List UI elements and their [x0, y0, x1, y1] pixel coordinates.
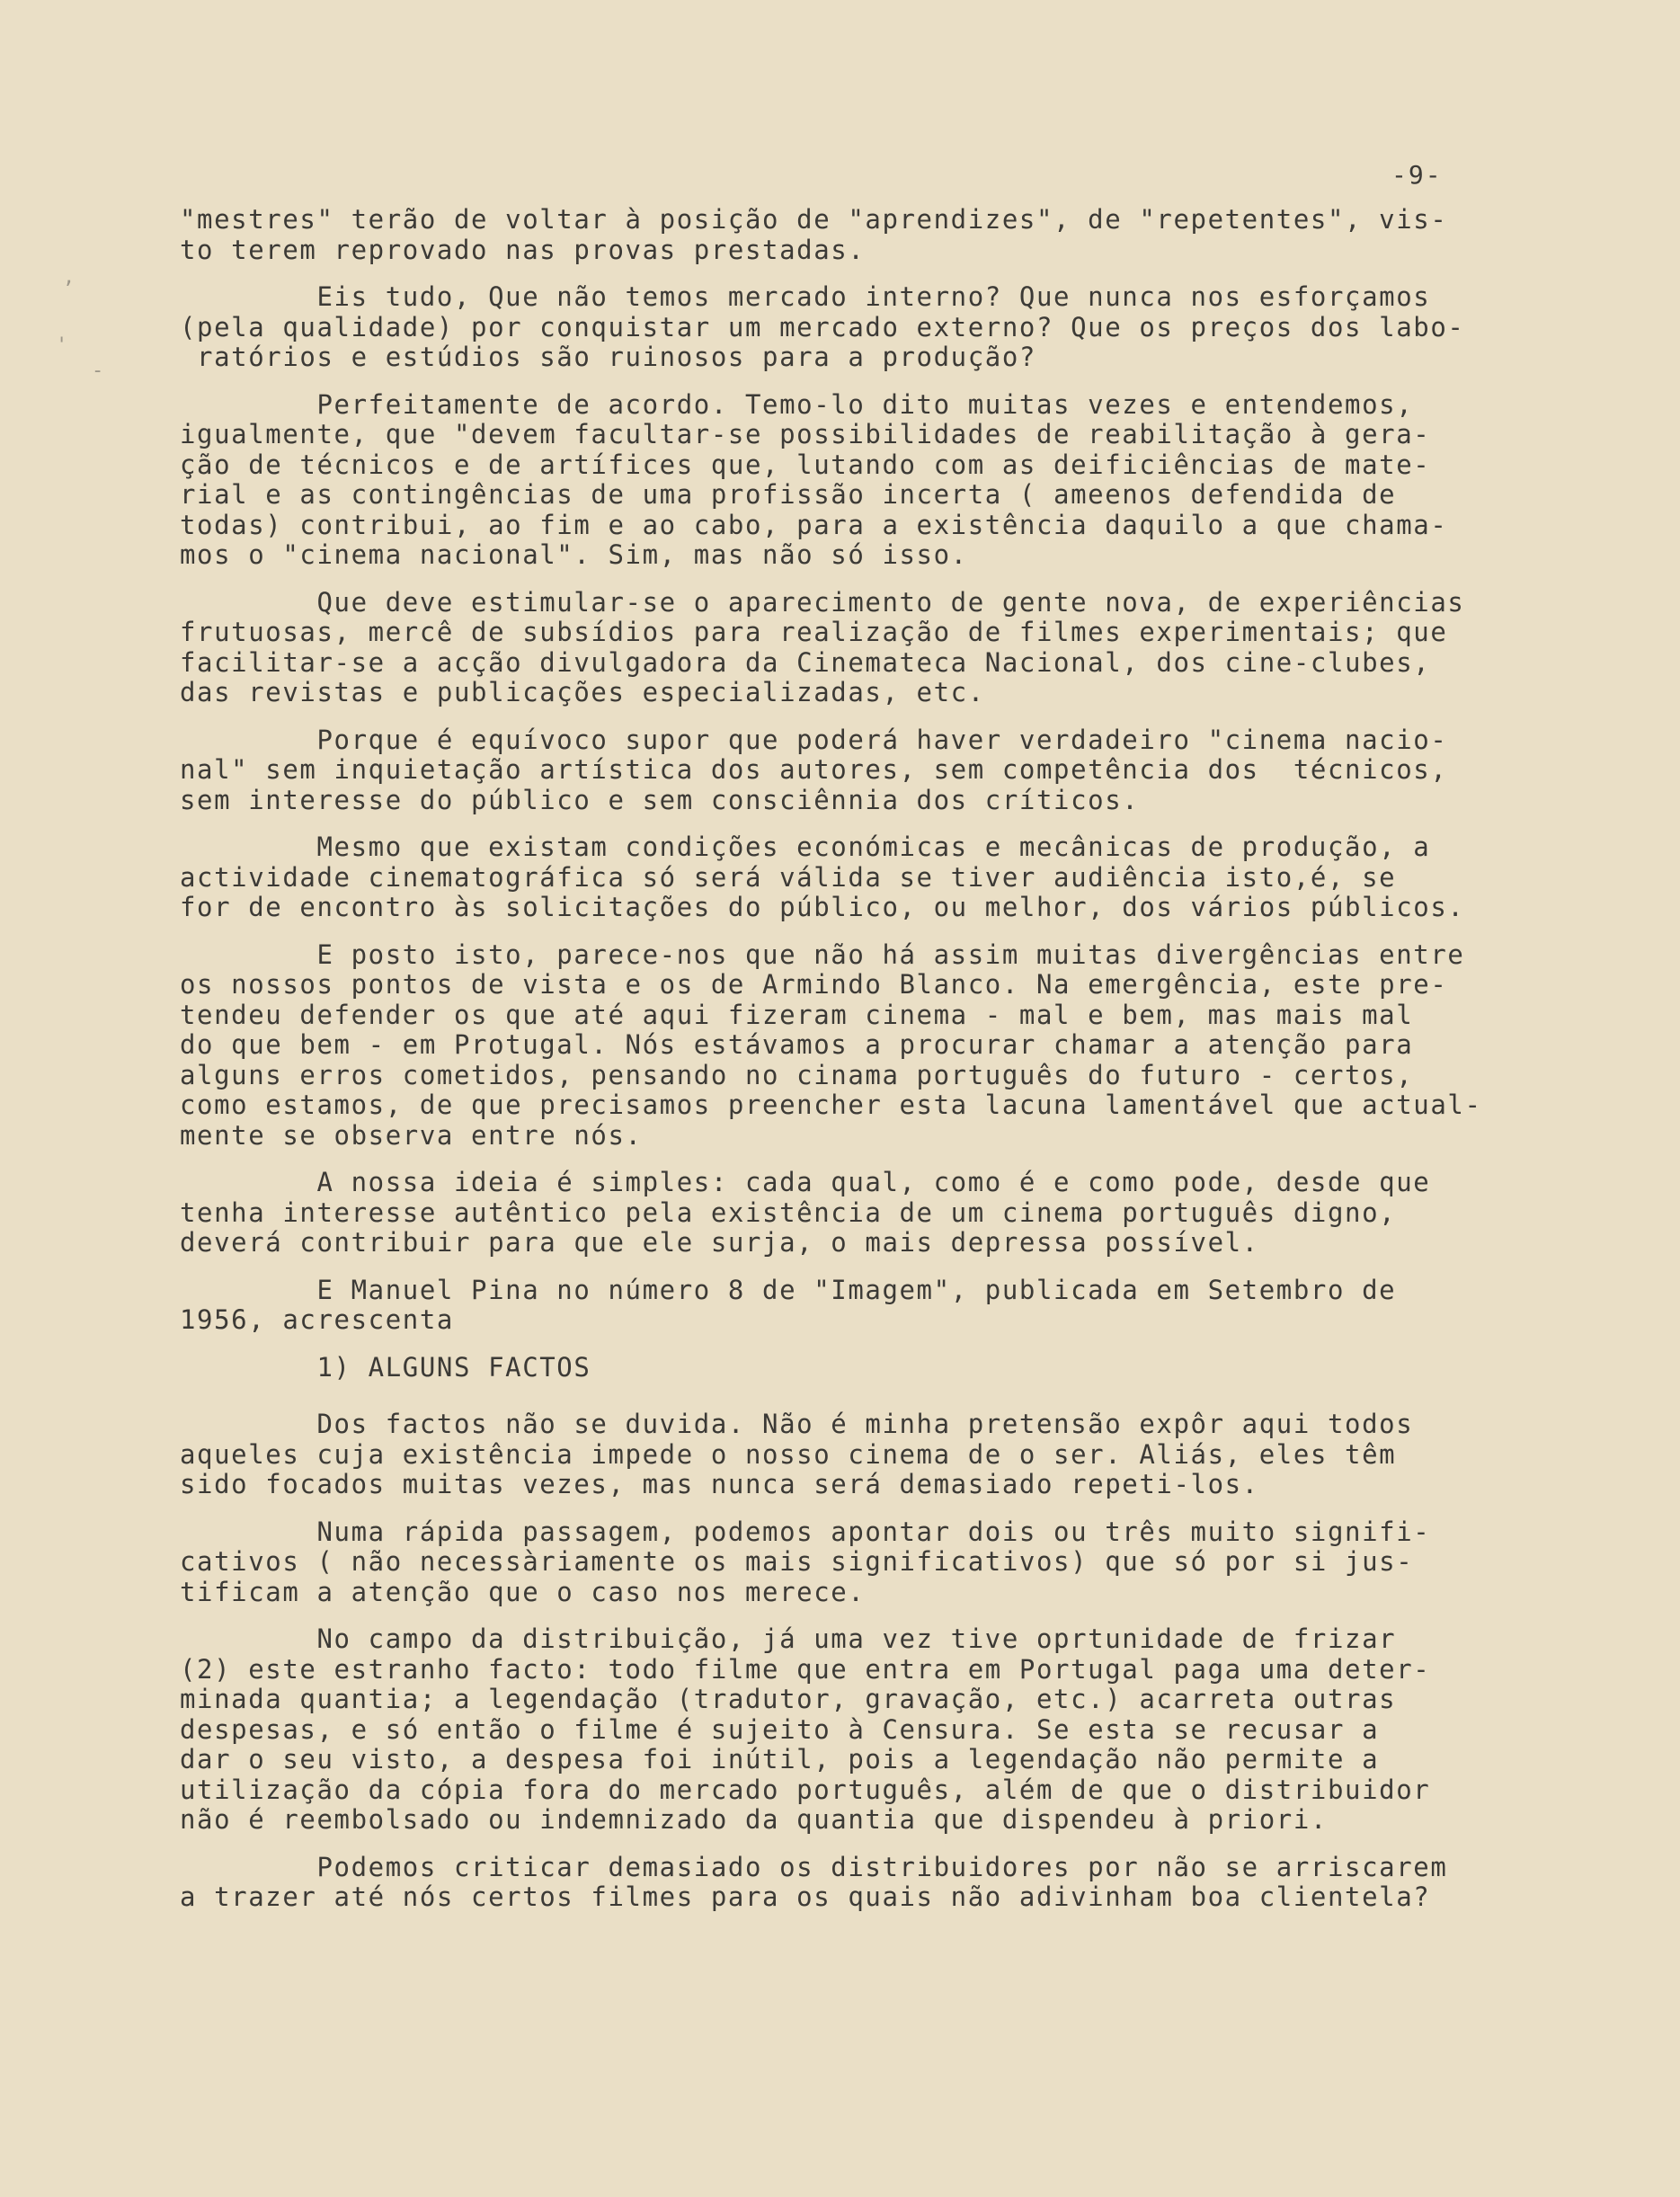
- text-line: Porque é equívoco supor que poderá haver verdadeiro "cinema nacio-: [180, 724, 1448, 755]
- text-line: rial e as contingências de uma profissão incerta ( ameenos defendida de: [180, 479, 1397, 510]
- paragraph: [180, 390, 1564, 571]
- text-line: facilitar-se a acção divulgadora da Cinemateca Nacional, dos cine-clubes,: [180, 646, 1431, 678]
- text-line: mente se observa entre nós.: [180, 1119, 643, 1151]
- text-line: sido focados muitas vezes, mas nunca será demasiado repeti-los.: [180, 1469, 1259, 1499]
- text-line: "mestres" terão de voltar à posição de "aprendizes", de "repetentes", vis-: [180, 204, 1448, 235]
- text-line: sem interesse do público e sem consciênnia dos críticos.: [180, 784, 1140, 815]
- paragraph: [180, 282, 1564, 373]
- text-line: Dos factos não se duvida. Não é minha pretensão expôr aqui todos: [180, 1409, 1414, 1439]
- text-line: alguns erros cometidos, pensando no cinama português do futuro - certos,: [180, 1059, 1414, 1090]
- paragraph: [180, 1517, 1564, 1608]
- typewritten-text: [180, 205, 1564, 1930]
- paragraph: [180, 1276, 1564, 1336]
- section-heading: 1) ALGUNS FACTOS: [180, 1351, 591, 1383]
- page-number: -9-: [1391, 160, 1443, 190]
- text-line: dar o seu visto, a despesa foi inútil, pois a legendação não permite a: [180, 1744, 1380, 1774]
- text-line: como estamos, de que precisamos preencher esta lacuna lamentável que actual-: [180, 1090, 1482, 1120]
- paragraph: [180, 725, 1564, 816]
- text-line: Perfeitamente de acordo. Temo-lo dito muitas vezes e entendemos,: [180, 388, 1414, 420]
- paragraph: [180, 1624, 1564, 1836]
- text-line: deverá contribuir para que ele surja, o mais depressa possível.: [180, 1227, 1259, 1258]
- text-line: tificam a atenção que o caso nos merece.: [180, 1576, 866, 1607]
- paragraph: [180, 588, 1564, 708]
- paragraph-group-2: [180, 1410, 1564, 1913]
- text-line: do que bem - em Protugal. Nós estávamos a procurar chamar a atenção para: [180, 1029, 1414, 1060]
- text-line: (2) este estranho facto: todo filme que entra em Portugal paga uma deter-: [180, 1653, 1431, 1685]
- text-line: cativos ( não necessàriamente os mais significativos) que só por si jus-: [180, 1546, 1414, 1577]
- text-line: utilização da cópia fora do mercado português, além de que o distribuidor: [180, 1774, 1431, 1805]
- text-line: No campo da distribuição, já uma vez tive oprtunidade de frizar: [180, 1623, 1397, 1654]
- text-line: nal" sem inquietação artística dos autores, sem competência dos técnicos,: [180, 754, 1448, 785]
- text-line: Que deve estimular-se o aparecimento de gente nova, de experiências: [180, 586, 1465, 618]
- text-line: não é reembolsado ou indemnizado da quantia que dispendeu à priori.: [180, 1804, 1328, 1835]
- text-line: tendeu defender os que até aqui fizeram cinema - mal e bem, mas mais mal: [180, 999, 1414, 1030]
- margin-mark: ,: [63, 266, 76, 289]
- text-line: E posto isto, parece-nos que não há assim muitas divergências entre: [180, 938, 1465, 970]
- text-line: minada quantia; a legendação (tradutor, gravação, etc.) acarreta outras: [180, 1684, 1397, 1714]
- margin-mark: -: [92, 360, 104, 382]
- paragraph: [180, 1168, 1564, 1259]
- text-line: igualmente, que "devem facultar-se possibilidades de reabilitação à gera-: [180, 419, 1431, 449]
- text-line: Eis tudo, Que não temos mercado interno? Que nunca nos esforçamos: [180, 281, 1431, 312]
- text-line: for de encontro às solicitações do público, ou melhor, dos vários públicos.: [180, 892, 1465, 922]
- paragraph: [180, 1410, 1564, 1500]
- text-line: ratórios e estúdios são ruinosos para a produção?: [180, 342, 1036, 372]
- text-line: todas) contribui, ao fim e ao cabo, para a existência daquilo a que chama-: [180, 509, 1448, 540]
- text-line: Mesmo que existam condições económicas e mecânicas de produção, a: [180, 832, 1431, 862]
- margin-mark: ': [56, 334, 68, 357]
- text-line: despesas, e só então o filme é sujeito à Censura. Se esta se recusar a: [180, 1713, 1380, 1745]
- paragraph: [180, 940, 1564, 1152]
- text-line: a trazer até nós certos filmes para os quais não adivinham boa clientela?: [180, 1881, 1431, 1912]
- text-line: actividade cinematográfica só será válida se tiver audiência isto,é, se: [180, 861, 1397, 893]
- text-line: aqueles cuja existência impede o nosso cinema de o ser. Aliás, eles têm: [180, 1438, 1397, 1470]
- paragraph: [180, 205, 1564, 265]
- text-line: ção de técnicos e de artífices que, lutando com as deificiências de mate-: [180, 449, 1431, 480]
- paragraph-group-1: [180, 205, 1564, 1336]
- text-line: das revistas e publicações especializadas, etc.: [180, 677, 985, 707]
- text-line: os nossos pontos de vista e os de Armindo Blanco. Na emergência, este pre-: [180, 969, 1448, 1000]
- text-line: frutuosas, mercê de subsídios para realização de filmes experimentais; que: [180, 617, 1448, 647]
- text-line: mos o "cinema nacional". Sim, mas não só isso.: [180, 539, 968, 570]
- text-line: tenha interesse autêntico pela existência de um cinema português digno,: [180, 1196, 1397, 1228]
- text-line: Podemos criticar demasiado os distribuidores por não se arriscarem: [180, 1851, 1448, 1882]
- text-line: Numa rápida passagem, podemos apontar dois ou três muito signifi-: [180, 1516, 1431, 1547]
- paragraph: [180, 1853, 1564, 1913]
- text-line: A nossa ideia é simples: cada qual, como é e como pode, desde que: [180, 1167, 1431, 1197]
- text-line: E Manuel Pina no número 8 de "Imagem", publicada em Setembro de: [180, 1274, 1397, 1305]
- text-line: 1956, acrescenta: [180, 1304, 454, 1335]
- text-line: (pela qualidade) por conquistar um mercado externo? Que os preços dos labo-: [180, 311, 1465, 342]
- text-line: to terem reprovado nas provas prestadas.: [180, 234, 866, 265]
- paragraph: [180, 832, 1564, 923]
